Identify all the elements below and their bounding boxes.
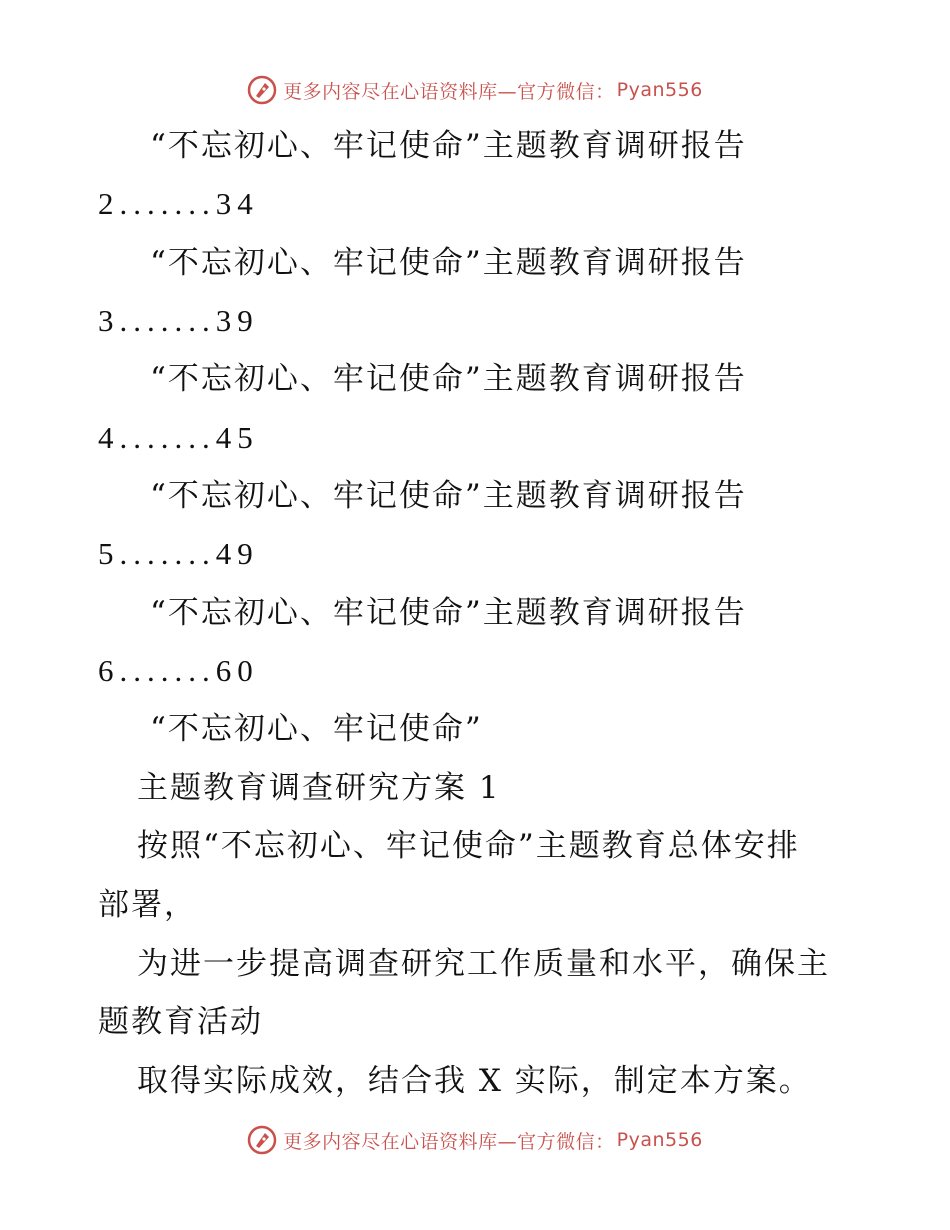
header-watermark <box>0 70 950 110</box>
footer-watermark <box>0 1120 950 1160</box>
pen-nib-circle-icon <box>247 75 277 105</box>
section-heading-line2: 主题教育调查研究方案 1 <box>137 770 501 806</box>
toc-title: “不忘初心、牢记使命”主题教育调研报告 <box>150 245 747 281</box>
toc-entry: 4.......45 <box>98 420 259 455</box>
watermark-text: 更多内容尽在心语资料库—官方微信： <box>283 1130 615 1153</box>
toc-title: “不忘初心、牢记使命”主题教育调研报告 <box>150 361 747 397</box>
watermark-wechat-id: Pyan556 <box>616 79 703 101</box>
toc-entry: 2.......34 <box>98 186 259 221</box>
body-paragraph-line: 按照“不忘初心、牢记使命”主题教育总体安排 <box>137 828 800 864</box>
toc-title: “不忘初心、牢记使命”主题教育调研报告 <box>150 595 747 631</box>
toc-entry: 5.......49 <box>98 536 259 571</box>
watermark-text: 更多内容尽在心语资料库—官方微信： <box>283 80 615 103</box>
body-paragraph-line: 部署， <box>98 887 197 923</box>
section-heading-line1: “不忘初心、牢记使命” <box>150 711 483 747</box>
pen-nib-circle-icon <box>247 1125 277 1155</box>
watermark-wechat-id: Pyan556 <box>616 1129 703 1151</box>
toc-title: “不忘初心、牢记使命”主题教育调研报告 <box>150 128 747 164</box>
toc-entry: 3.......39 <box>98 303 259 338</box>
body-paragraph-line: 题教育活动 <box>98 1004 263 1040</box>
toc-title: “不忘初心、牢记使命”主题教育调研报告 <box>150 478 747 514</box>
toc-entry: 6.......60 <box>98 653 259 688</box>
body-paragraph-line: 取得实际成效，结合我 X 实际，制定本方案。 <box>137 1063 812 1099</box>
body-paragraph-line: 为进一步提高调查研究工作质量和水平，确保主 <box>137 946 830 982</box>
